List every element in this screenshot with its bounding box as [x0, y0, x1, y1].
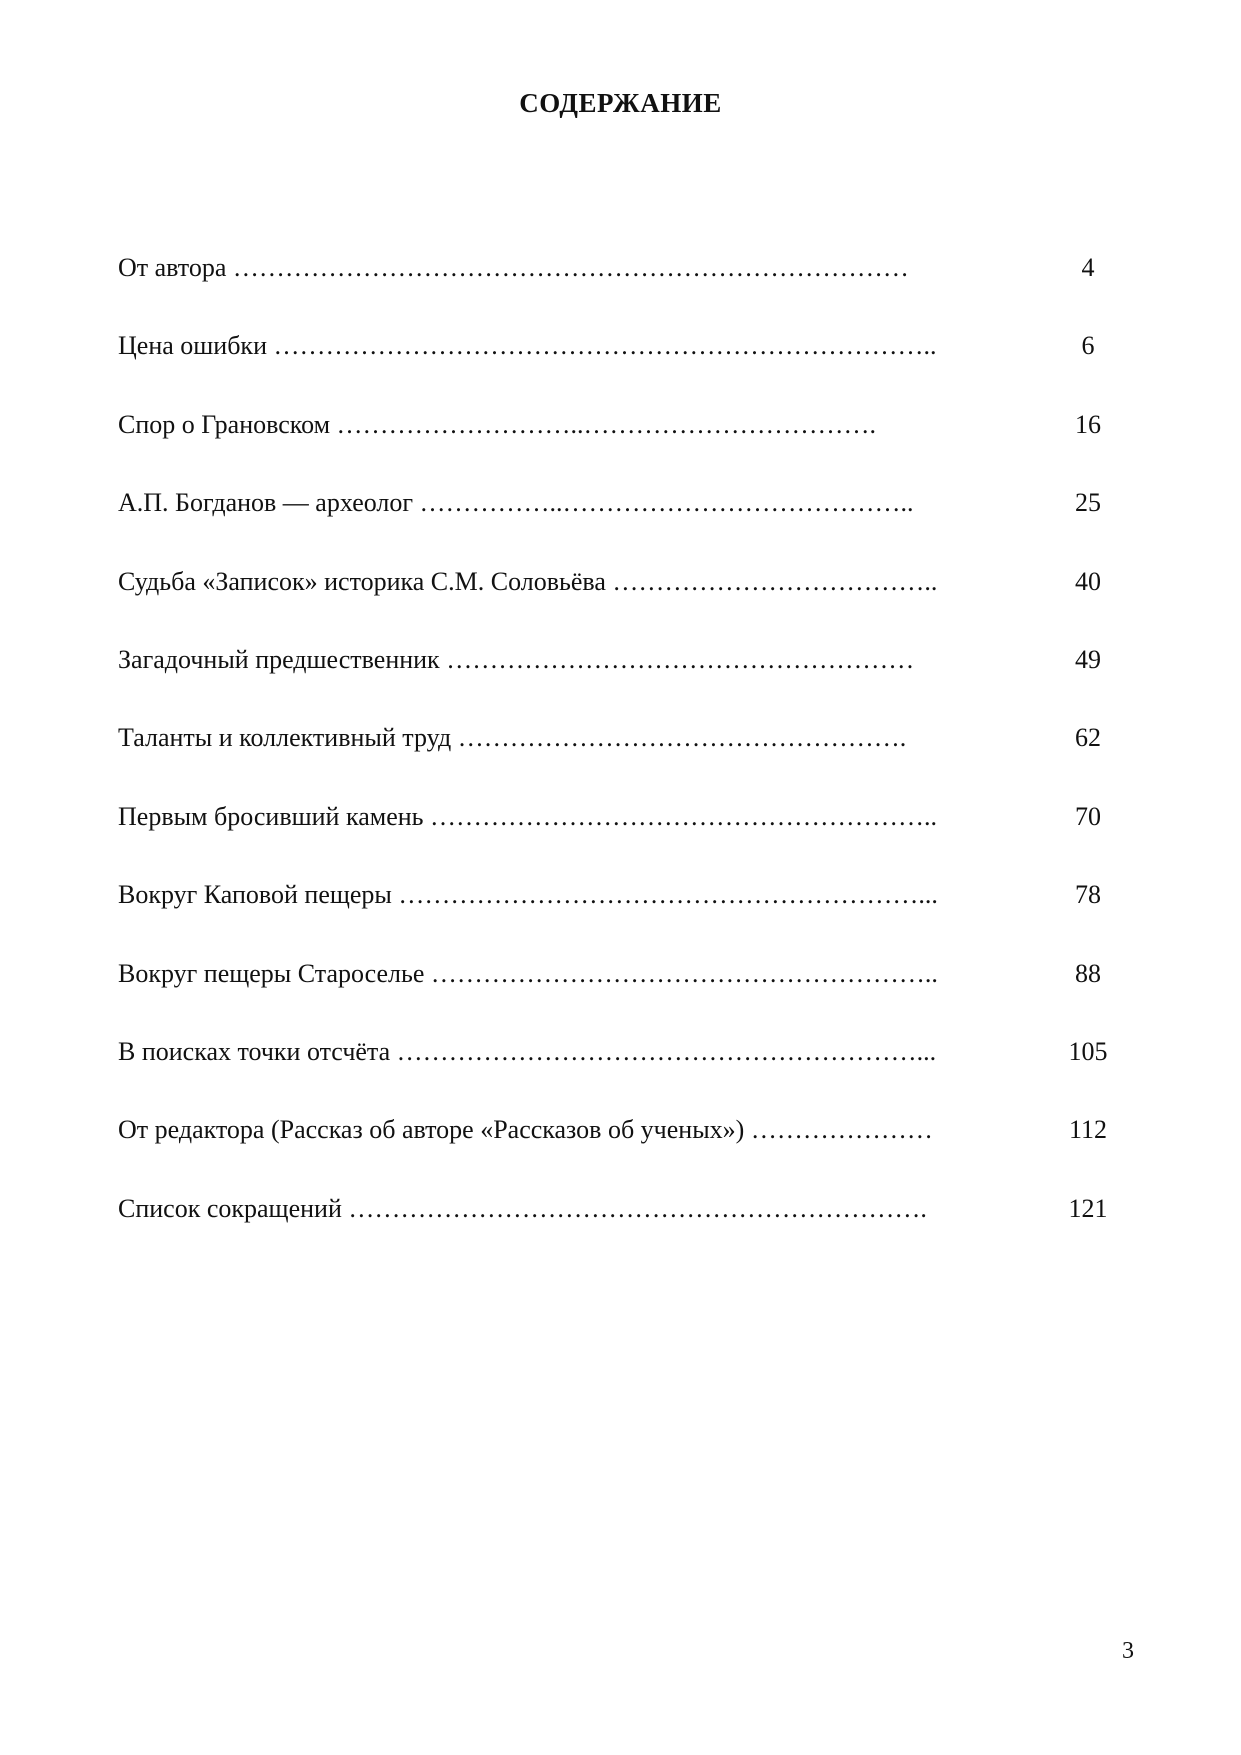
toc-entry-page: 121 — [1068, 1193, 1108, 1223]
toc-entry[interactable] — [118, 718, 1128, 796]
toc-leader-dots: ……………………………………………………... — [398, 880, 938, 910]
toc-entry-page: 16 — [1075, 409, 1101, 439]
toc-entry-title: Вокруг Каповой пещеры — [118, 880, 392, 910]
toc-entry[interactable] — [118, 875, 1128, 953]
toc-entry-page: 88 — [1075, 958, 1101, 988]
toc-entry-page: 112 — [1068, 1115, 1108, 1145]
toc-leader-dots: ……………..………………………………….. — [419, 488, 914, 518]
toc-leader-dots: ………………………………………………………………….. — [273, 331, 937, 361]
toc-entry[interactable] — [118, 562, 1128, 640]
toc-leader-dots: ………………………………………………….. — [430, 801, 938, 831]
toc-leader-dots: ……………………………….. — [612, 566, 938, 596]
toc-entry-title: Загадочный предшественник — [118, 644, 440, 674]
toc-entry[interactable] — [118, 797, 1128, 875]
toc-entry-title: Судьба «Записок» историка С.М. Соловьёва — [118, 566, 606, 596]
page-title: СОДЕРЖАНИЕ — [519, 88, 722, 118]
page-number: 3 — [1122, 1638, 1134, 1664]
toc-entry-title: От автора — [118, 253, 227, 282]
toc-leader-dots: ……………………………………………… — [446, 644, 915, 674]
toc-entry-page: 62 — [1075, 723, 1101, 753]
toc-entry[interactable] — [118, 1189, 1128, 1267]
toc-entry-page: 4 — [1081, 253, 1095, 282]
toc-entry-page: 6 — [1081, 331, 1095, 361]
toc-entry-title: Вокруг пещеры Староселье — [118, 958, 425, 988]
toc-entry[interactable] — [118, 326, 1128, 404]
toc-entry-title: Цена ошибки — [118, 331, 267, 361]
toc-entry-title: Первым бросивший камень — [118, 801, 424, 831]
toc-leader-dots: ………………… — [750, 1115, 933, 1145]
toc-entry-page: 49 — [1075, 644, 1101, 674]
toc-entry-title: В поисках точки отсчёта — [118, 1036, 391, 1066]
toc-leader-dots: ……………………………………………. — [457, 723, 907, 753]
toc-entry-title: Спор о Грановском — [118, 409, 331, 439]
toc-entry[interactable] — [118, 1032, 1128, 1110]
toc-entry-page: 78 — [1075, 880, 1101, 910]
toc-leader-dots: …………………………………………………………………… — [232, 253, 909, 282]
toc-entry[interactable] — [118, 954, 1128, 1032]
toc-leader-dots: ………………………..……………………………. — [336, 409, 877, 439]
toc-entry-title: От редактора (Рассказ об авторе «Рассказов об ученых») — [118, 1115, 745, 1145]
toc-entry-title: Список сокращений — [118, 1193, 342, 1223]
toc-entry-title: Таланты и коллективный труд — [118, 723, 452, 753]
toc-entry[interactable] — [118, 640, 1128, 718]
toc-leader-dots: ……………………………………………………... — [396, 1036, 937, 1066]
table-of-contents — [118, 248, 1128, 1267]
toc-leader-dots: …………………………………………………………. — [348, 1193, 927, 1223]
toc-leader-dots: ………………………………………………….. — [430, 958, 938, 988]
toc-entry[interactable] — [118, 483, 1128, 561]
toc-entry-title: А.П. Богданов — археолог — [118, 488, 414, 518]
toc-entry-page: 25 — [1075, 488, 1101, 518]
toc-entry[interactable] — [118, 248, 1128, 326]
toc-entry-page: 40 — [1075, 566, 1101, 596]
toc-entry[interactable] — [118, 1110, 1128, 1188]
toc-entry[interactable] — [118, 405, 1128, 483]
toc-entry-page: 70 — [1075, 801, 1101, 831]
toc-entry-page: 105 — [1068, 1036, 1108, 1066]
